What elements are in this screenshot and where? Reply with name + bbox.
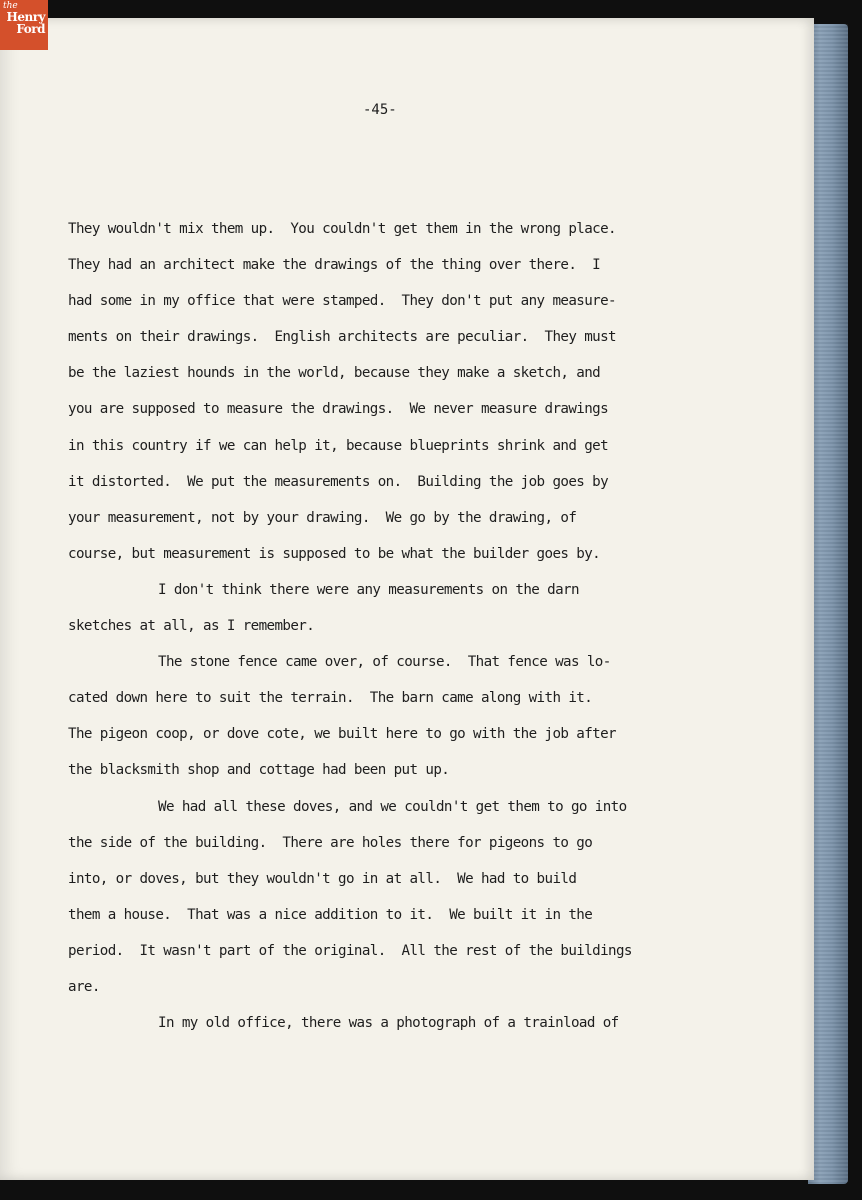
text-line: I don't think there were any measurements on the darn: [158, 581, 579, 598]
logo-the: the: [3, 1, 18, 11]
text-line: your measurement, not by your drawing. We go by the drawing, of: [68, 509, 577, 526]
text-line: In my old office, there was a photograph of a trainload of: [158, 1015, 619, 1032]
text-line: We had all these doves, and we couldn't get them to go into: [158, 798, 627, 815]
transcript-body: [68, 211, 728, 1041]
text-line: sketches at all, as I remember.: [68, 618, 315, 635]
text-line: you are supposed to measure the drawings. We never measure drawings: [68, 401, 609, 418]
text-line: They had an architect make the drawings of the thing over there. I: [68, 257, 601, 274]
text-line: ments on their drawings. English architects are peculiar. They must: [68, 329, 616, 346]
book-binding: [808, 24, 848, 1184]
text-line: The pigeon coop, or dove cote, we built here to go with the job after: [68, 726, 616, 743]
text-line: They wouldn't mix them up. You couldn't get them in the wrong place.: [68, 221, 616, 237]
text-line: cated down here to suit the terrain. The barn came along with it.: [68, 690, 593, 707]
text-line: the blacksmith shop and cottage had been put up.: [68, 762, 450, 779]
text-line: The stone fence came over, of course. That fence was lo-: [158, 654, 611, 671]
logo-brand-line2: Ford: [16, 22, 45, 36]
text-line: had some in my office that were stamped. They don't put any measure-: [68, 293, 616, 310]
text-line: them a house. That was a nice addition to it. We built it in the: [68, 906, 593, 923]
page-number: -45-: [363, 102, 397, 118]
henry-ford-logo: [0, 0, 48, 50]
text-line: into, or doves, but they wouldn't go in at all. We had to build: [68, 870, 577, 887]
logo-brand-line1: Henry: [6, 10, 45, 24]
text-line: in this country if we can help it, because blueprints shrink and get: [68, 437, 609, 454]
text-line: it distorted. We put the measurements on. Building the job goes by: [68, 473, 609, 490]
text-line: course, but measurement is supposed to be what the builder goes by.: [68, 545, 601, 562]
text-line: be the laziest hounds in the world, because they make a sketch, and: [68, 365, 601, 382]
text-line: are.: [68, 978, 100, 995]
text-line: the side of the building. There are holes there for pigeons to go: [68, 834, 593, 851]
text-line: period. It wasn't part of the original. All the rest of the buildings: [68, 942, 632, 959]
document-page: [0, 18, 814, 1180]
